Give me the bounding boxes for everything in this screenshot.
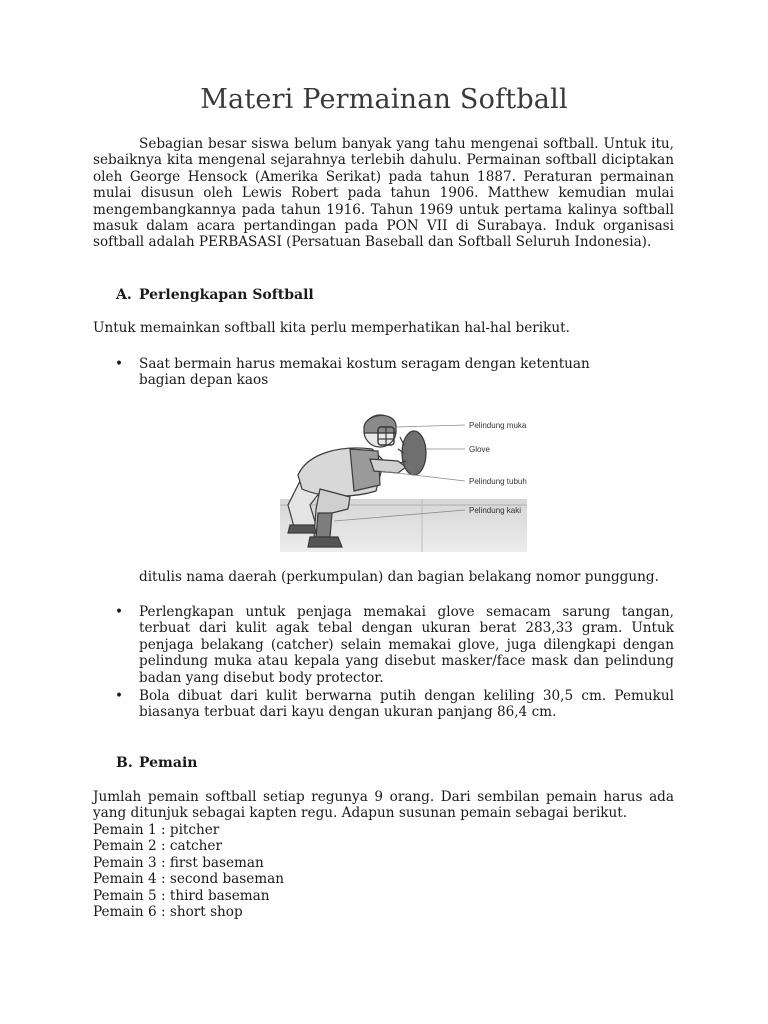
- list-item: Pemain 4 : second baseman: [93, 871, 285, 888]
- player-list: [93, 822, 284, 920]
- list-item: Pemain 6 : short shop: [93, 904, 243, 921]
- list-item: Pemain 1 : pitcher: [93, 822, 220, 838]
- bullet-ball-text: Bola dibuat dari kulit berwarna putih dengan keliling 30,5 cm. Pemukul biasanya terbuat dari kayu dengan ukuran panjang 86,4 cm.: [139, 688, 674, 721]
- bullet-item-glove: [115, 604, 674, 688]
- list-item: Pemain 5 : third baseman: [93, 887, 270, 904]
- bullet-glove-text: Perlengkapan untuk penjaga memakai glove semacam sarung tangan, terbuat dari kulit agak tebal dengan ukuran berat 283,33 gram. Untuk penjaga belakang (catcher) selain memakai glove, juga dilengkapi dengan pelindung muka atau kepala yang disebut masker/face mask dan pelindung badan yang disebut body protector.: [139, 604, 674, 686]
- section-a-title: Perlengkapan Softball: [139, 287, 314, 303]
- label-pelindung-tubuh: Pelindung tubuh: [469, 477, 527, 486]
- label-pelindung-muka: Pelindung muka: [469, 421, 527, 430]
- bullet-symbol: •: [115, 688, 124, 704]
- intro-text: Sebagian besar siswa belum banyak yang tahu mengenai softball. Untuk itu, sebaiknya kita mengenal sejarahnya terlebih dahulu. Permainan softball diciptakan oleh George Hensock (Amerika Serikat) pada tahun 1887. Peraturan permainan mulai disusun oleh Lewis Robert pada tahun 1906. Matthew kemudian mulai mengembangkannya pada tahun 1916. Tahun 1969 untuk pertama kalinya softball masuk dalam acara pertandingan pada PON VII di Surabaya. Induk organisasi softball adalah PERBASASI (Persatuan Baseball dan Softball Seluruh Indonesia).: [93, 136, 674, 251]
- glove-icon: [402, 431, 426, 475]
- bullet-item-ball: [115, 688, 674, 722]
- section-a-heading: [116, 287, 314, 303]
- section-b-lead: Jumlah pemain softball setiap regunya 9 orang. Dari sembilan pemain harus ada yang ditunjuk sebagai kapten regu. Adapun susunan pemain sebagai berikut.: [93, 789, 674, 822]
- bullet-item-uniform: [115, 356, 674, 390]
- list-item: Pemain 2 : catcher: [93, 838, 222, 855]
- bullet-uniform-line1: Saat bermain harus memakai kostum seragam dengan ketentuan: [139, 356, 590, 372]
- bullet-uniform-continuation: ditulis nama daerah (perkumpulan) dan bagian belakang nomor punggung.: [139, 569, 659, 585]
- page-title: Materi Permainan Softball: [200, 84, 568, 115]
- catcher-illustration: [280, 409, 527, 552]
- section-b-heading: [116, 755, 197, 771]
- section-b-title: Pemain: [139, 755, 198, 771]
- bullet-symbol: •: [115, 604, 124, 620]
- label-pelindung-kaki: Pelindung kaki: [469, 506, 522, 515]
- section-a-lead: Untuk memainkan softball kita perlu memperhatikan hal-hal berikut.: [93, 320, 570, 336]
- label-glove: Glove: [469, 445, 490, 454]
- section-b-letter: B.: [116, 755, 133, 771]
- list-item: Pemain 3 : first baseman: [93, 854, 264, 871]
- bullet-symbol: •: [115, 356, 124, 372]
- bullet-uniform-line2: bagian depan kaos: [139, 372, 269, 389]
- intro-paragraph: [93, 136, 674, 251]
- section-a-letter: A.: [116, 287, 132, 303]
